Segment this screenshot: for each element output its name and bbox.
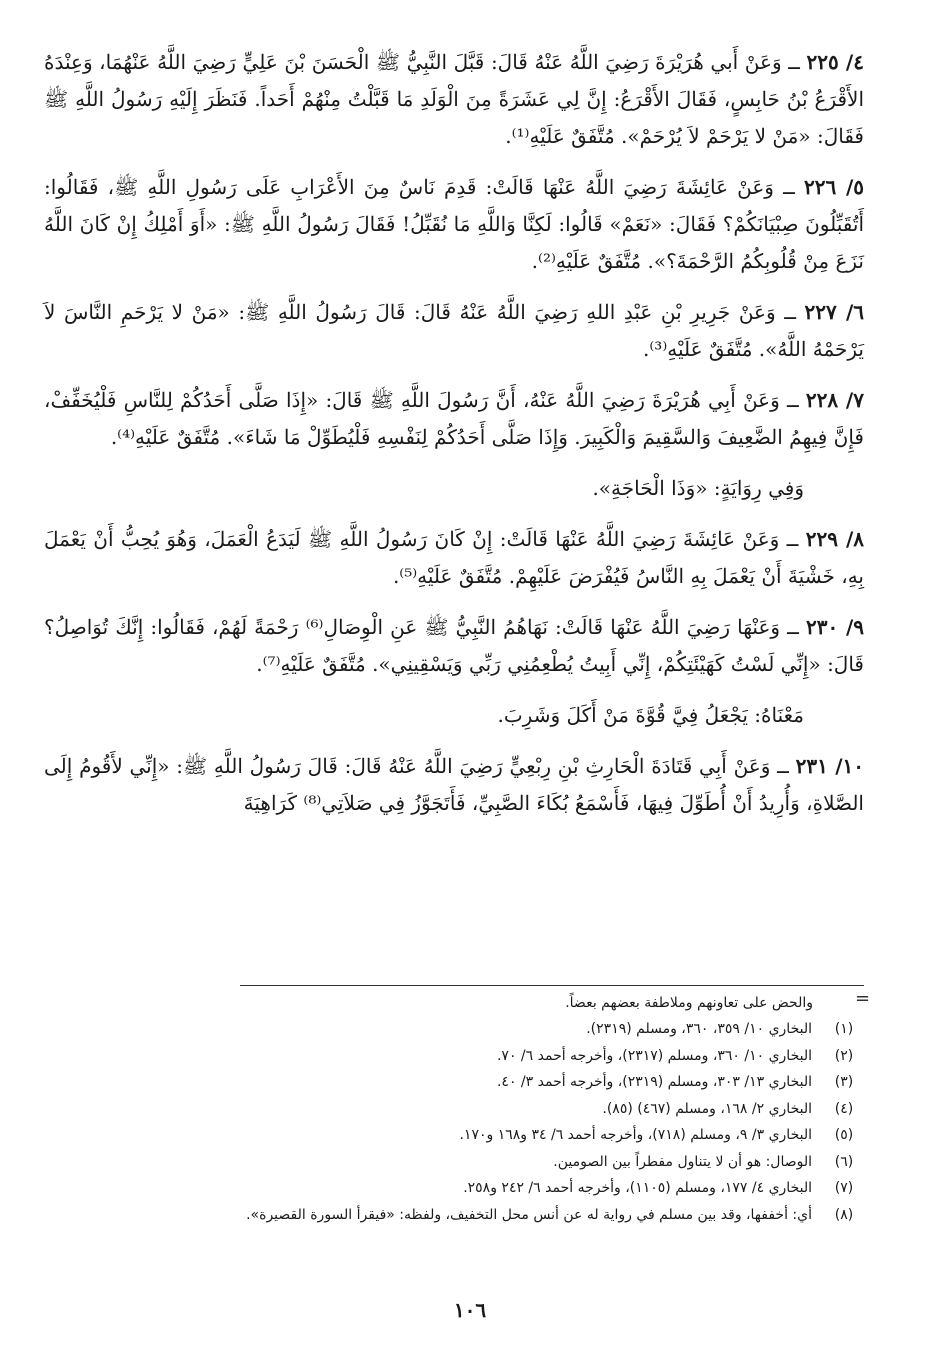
hadith-number: ٦/ ٢٢٧ (804, 300, 865, 324)
maanah-note: مَعْنَاهُ: يَجْعَلُ فِيَّ قُوَّةَ مَنْ أَكَلَ وَشَرِبَ. (497, 703, 804, 727)
footnote-item (120, 1149, 868, 1176)
footnotes (120, 988, 871, 1228)
continuation-mark: = (855, 988, 871, 1009)
hadith-227 (44, 294, 864, 368)
footnote-item (120, 1122, 868, 1149)
footnote-number: (٧) (834, 1180, 854, 1196)
hadith-text: ــ وَعَنْ أَبي هُرَيْرَةَ رَضِيَ اللَّهُ عَنْهُ قَالَ: قَبَّلَ النَّبِيُّ ﷺ الْحَسَنَ بْنَ عَلِيٍّ رَضِيَ اللَّهُ عَنْهُمَا، وَعِنْدَهُ الأَقْرَعُ بْنُ حَابِسٍ، فَقَالَ الأَقْرَعُ: إِنَّ لِي عَشَرَةً مِنَ الْوَلَدِ مَا قَبَّلْتُ مِنْهُمْ أَحَداً. فَنَظَرَ إِلَيْهِ رَسُولُ اللَّهِ ﷺ فَقَالَ: «مَنْ لا يَرْحَمْ لاَ يُرْحَمْ». مُتَّفَقٌ عَلَيْهِ⁽¹⁾. (44, 50, 864, 148)
footnote-number: (٥) (834, 1127, 854, 1143)
footnote-item (120, 1096, 868, 1123)
footnote-text: البخاري ٣/ ٩، ومسلم (٧١٨)، وأخرجه أحمد ٦/ ٣٤ و١٦٨ و١٧٠. (459, 1127, 812, 1143)
hadith-226 (44, 169, 864, 280)
hadith-number: ٨/ ٢٢٩ (805, 527, 865, 551)
hadith-number: ٤/ ٢٢٥ (806, 50, 864, 74)
footnote-number: (٢) (834, 1047, 854, 1064)
footnote-item (120, 1175, 868, 1202)
footnote-item (120, 1016, 868, 1043)
hadith-text: ــ وَعَنْ أَبِي قَتَادَةَ الْحَارِثِ بْنِ رِبْعِيٍّ رَضِيَ اللَّهُ عَنْهُ قَالَ: قَالَ رَسُولُ اللَّهِ ﷺ: «إِنِّي لأَقُومُ إِلَى الصَّلاةِ، وَأُرِيدُ أَنْ أُطَوِّلَ فِيهَا، فَأَسْمَعُ بُكَاءَ الصَّبِيِّ، فَأَتَجَوَّزُ فِي صَلاَتِي⁽⁸⁾ كَرَاهِيَةَ (44, 754, 864, 815)
footnote-item (120, 1202, 868, 1229)
footnote-text: أي: أخففها، وقد بين مسلم في رواية له عن أنس محل التخفيف، ولفظه: «فيقرأ السورة القصيرة». (246, 1206, 812, 1223)
hadith-text: ــ وَعَنْ أَبِي هُرَيْرَةَ رَضِيَ اللَّهُ عَنْهُ، أَنَّ رَسُولَ اللَّهِ ﷺ قَالَ: «إِذَا صَلَّى أَحَدُكُمْ لِلنَّاسِ فَلْيُخَفِّفْ، فَإِنَّ فِيهِمُ الضَّعِيفَ وَالسَّقِيمَ وَالْكَبِيرَ. وَإِذَا صَلَّى أَحَدُكُمْ لِنَفْسِهِ فَلْيُطَوِّلْ مَا شَاءَ». مُتَّفَقٌ عَلَيْهِ⁽⁴⁾. (44, 388, 864, 449)
footnote-intro: والحض على تعاونهم وملاطفة بعضهم بعضاً. (565, 995, 813, 1011)
riwaya-note: وَفِي رِوَايَةٍ: «وَذَا الْحَاجَةِ». (592, 476, 804, 500)
footnote-number: (٦) (834, 1153, 854, 1170)
page-number: ١٠٦ (453, 1298, 487, 1322)
footnote-divider (240, 985, 864, 986)
hadith-231 (44, 748, 864, 822)
footnote-text: الوصال: هو أن لا يتناول مفطراً بين الصومين. (553, 1153, 812, 1170)
footnote-text: البخاري ١٣/ ٣٠٣، ومسلم (٢٣١٩)، وأخرجه أحمد ٣/ ٤٠. (496, 1074, 812, 1090)
hadith-text: ــ وَعَنْهَا رَضِيَ اللَّهُ عَنْهَا قَالَتْ: نَهَاهُمُ النَّبِيُّ ﷺ عَنِ الْوِصَالِ⁽⁶⁾ رَحْمَةً لَهُمْ، فَقَالُوا: إِنَّكَ تُوَاصِلُ؟ قَالَ: «إِنِّي لَسْتُ كَهَيْئَتِكُمْ، إِنِّي أَبِيتُ يُطْعِمُنِي رَبِّي وَيَسْقِينِي». مُتَّفَقٌ عَلَيْهِ⁽⁷⁾. (44, 615, 864, 676)
footnote-number: (١) (834, 1021, 854, 1037)
hadith-text: ــ وَعَنْ جَرِيرِ بْنِ عَبْدِ اللهِ رَضِيَ اللَّهُ عَنْهُ قَالَ: قَالَ رَسُولُ اللَّهِ ﷺ: «مَنْ لا يَرْحَمِ النَّاسَ لاَ يَرْحَمْهُ اللَّهُ». مُتَّفَقٌ عَلَيْهِ⁽³⁾. (44, 300, 864, 361)
hadith-225 (44, 44, 864, 155)
hadith-number: ٩/ ٢٣٠ (806, 615, 864, 639)
hadith-text: ــ وَعَنْ عَائِشَةَ رَضِيَ اللَّهُ عَنْهَا قَالَتْ: قَدِمَ نَاسٌ مِنَ الأَعْرَابِ عَلَى رَسُولِ اللَّهِ ﷺ، فَقَالُوا: أَتُقَبِّلُونَ صِبْيَانَكُمْ؟ فَقَالَ: «نَعَمْ» قَالُوا: لَكِنَّا وَاللَّهِ مَا نُقَبِّلُ! فَقَالَ رَسُولُ اللَّهِ ﷺ: «أَوَ أَمْلِكُ إِنْ كَانَ اللَّهُ نَزَعَ مِنْ قُلُوبِكُمُ الرَّحْمَةَ؟». مُتَّفَقٌ عَلَيْهِ⁽²⁾. (44, 175, 864, 273)
hadith-text: ــ وَعَنْ عَائِشَةَ رَضِيَ اللَّهُ عَنْهَا قَالَتْ: إِنْ كَانَ رَسُولُ اللَّهِ ﷺ لَيَدَعُ الْعَمَلَ، وَهُوَ يُحِبُّ أَنْ يَعْمَلَ بِهِ، خَشْيَةَ أَنْ يَعْمَلَ بِهِ النَّاسُ فَيُفْرَضَ عَلَيْهِمْ. مُتَّفَقٌ عَلَيْهِ⁽⁵⁾. (44, 527, 864, 588)
footnote-item (120, 1043, 868, 1070)
main-text (44, 44, 864, 836)
hadith-230 (44, 609, 864, 683)
hadith-228 (44, 382, 864, 456)
footnote-number: (٨) (834, 1206, 854, 1223)
footnote-text: البخاري ١٠/ ٣٦٠، ومسلم (٢٣١٧)، وأخرجه أحمد ٦/ ٧٠. (496, 1047, 812, 1064)
hadith-229 (44, 521, 864, 595)
footnote-text: البخاري ١٠/ ٣٥٩، ٣٦٠، ومسلم (٢٣١٩). (586, 1021, 812, 1037)
footnote-item (120, 1069, 868, 1096)
footnote-text: البخاري ٤/ ١٧٧، ومسلم (١١٠٥)، وأخرجه أحمد ٦/ ٢٤٢ و٢٥٨. (463, 1180, 812, 1196)
hadith-number: ٧/ ٢٢٨ (805, 388, 864, 412)
footnote-text: البخاري ٢/ ١٦٨، ومسلم (٤٦٧) (٨٥). (602, 1100, 812, 1117)
footnote-number: (٤) (834, 1100, 854, 1117)
footnote-number: (٣) (834, 1074, 854, 1090)
hadith-number: ١٠/ ٢٣١ (795, 754, 864, 778)
hadith-number: ٥/ ٢٢٦ (803, 175, 864, 199)
